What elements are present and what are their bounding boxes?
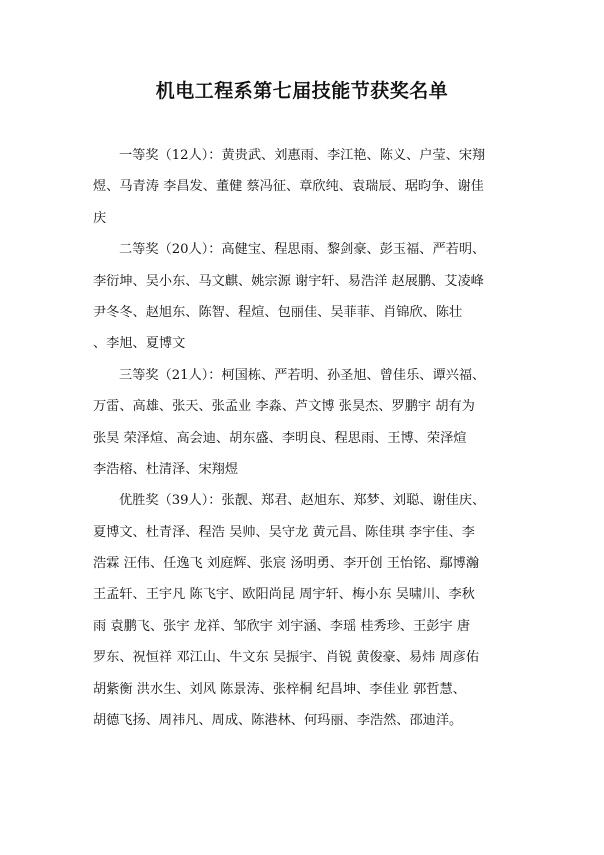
section-third-prize [93,360,518,486]
paragraph-line: 雨 袁鹏飞、张宇 龙祥、邹欣宇 刘宇涵、李瑶 桂秀珍、王彭宇 唐 [93,618,471,634]
paragraph-line: 胡紫衡 洪水生、刘风 陈景涛、张梓桐 纪昌坤、李佳业 郭哲慧、 [93,681,466,697]
document-title: 机电工程系第七届技能节获奖名单 [155,80,449,102]
paragraph-line: 罗东、祝恒祥 邓江山、牛文东 吴振宇、肖锐 黄俊豪、易炜 周彦佑 [93,650,480,666]
paragraph-line: 、李旭、夏博文 [93,336,186,352]
section-second-prize [93,234,518,360]
paragraph-line: 三等奖（21人）：柯国栋、严若明、孙圣旭、曾佳乐、谭兴福、 [119,367,486,383]
paragraph-line: 煜、马青涛 李昌发、董健 蔡冯征、章欣纯、袁瑞辰、琚昀争、谢佳 [93,179,484,195]
section-first-prize [93,140,518,234]
paragraph-line: 夏博文、杜青泽、程浩 吴帅、吴守龙 黄元昌、陈佳琪 李宇佳、李 [93,524,475,540]
paragraph-line: 张昊 荣泽煊、高会迪、胡东盛、李明良、程思雨、王博、荣泽煊 [93,430,467,446]
paragraph-line: 李浩榕、杜清泽、宋翔煜 [93,461,239,477]
paragraph-line: 万雷、高雄、张天、张孟业 李淼、芦文博 张昊杰、罗鹏宇 胡有为 [93,399,475,415]
paragraph-line: 李衍坤、吴小东、马文麒、姚宗源 谢宇轩、易浩洋 赵展鹏、艾凌峰 [93,273,484,289]
paragraph-line: 尹冬冬、赵旭东、陈智、程煊、包丽佳、吴菲菲、肖锦欣、陈壮 [93,304,463,320]
paragraph-line: 浩霖 汪伟、任逸飞 刘庭辉、张宸 汤明勇、李开创 王怡铭、鄢博瀚 [93,556,480,572]
paragraph-line: 优胜奖（39人）：张靓、郑君、赵旭东、郑梦、刘聪、谢佳庆、 [119,493,486,509]
paragraph-line: 庆 [93,210,107,226]
paragraph-line: 一等奖（12人）：黄贵武、刘惠雨、李江艳、陈义、户莹、宋翔 [119,148,486,163]
award-list [93,140,518,736]
paragraph-line: 王孟轩、王宇凡 陈飞宇、欧阳尚昆 周宇轩、梅小东 吴啸川、李秋 [93,587,475,603]
paragraph-line: 二等奖（20人）：高健宝、程思雨、黎剑豪、彭玉福、严若明、 [119,242,486,258]
paragraph-line: 胡德飞扬、周祎凡、周成、陈港林、何玛丽、李浩然、邵迪洋。 [93,713,463,729]
section-merit-prize [93,485,518,736]
